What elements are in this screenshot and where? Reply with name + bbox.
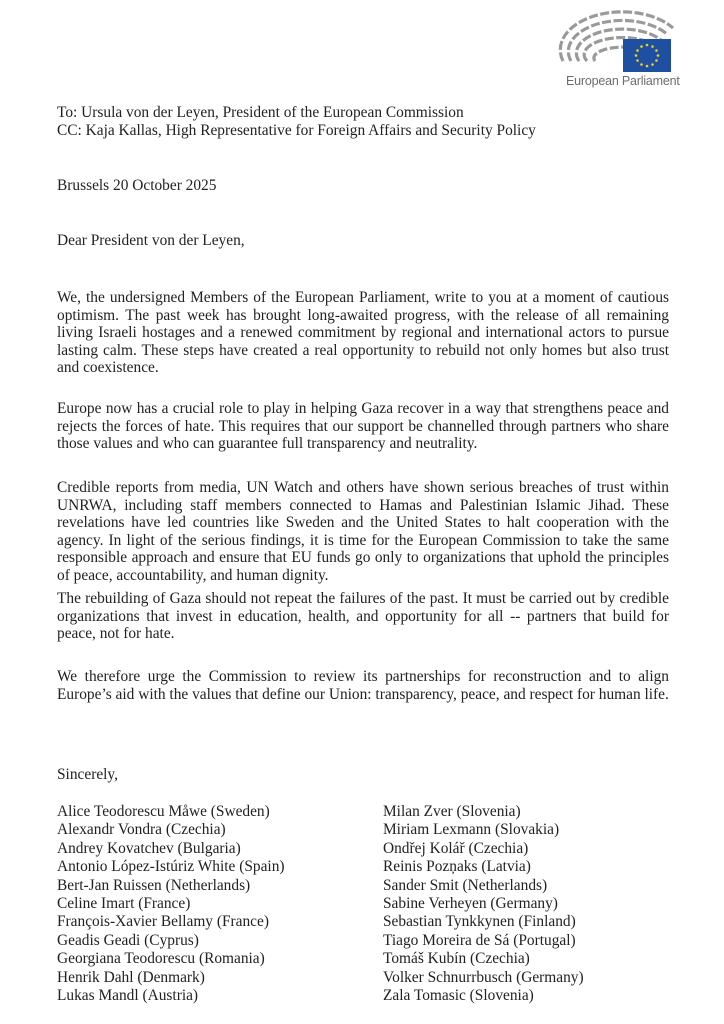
signatory: Alexandr Vondra (Czechia): [57, 821, 226, 839]
body-paragraph: Europe now has a crucial role to play in helping Gaza recover in a way that strengthens peace and rejects the forces of hate. This requires that our support be channelled through partners who share those values and who can guarantee full transparency and neutrality.: [57, 400, 669, 453]
signatory: Zala Tomasic (Slovenia): [383, 987, 534, 1005]
signatory: Sebastian Tynkkynen (Finland): [383, 913, 576, 931]
signatory: Henrik Dahl (Denmark): [57, 968, 205, 986]
address-block: [57, 104, 669, 139]
signatory: Volker Schnurrbusch (Germany): [383, 968, 584, 986]
organization-name: European Parliament: [566, 74, 680, 88]
signatory: François-Xavier Bellamy (France): [57, 913, 269, 931]
signatory: Miriam Lexmann (Slovakia): [383, 821, 560, 839]
recipient-line: To: Ursula von der Leyen, President of the European Commission: [57, 104, 464, 121]
cc-line: CC: Kaja Kallas, High Representative for Foreign Affairs and Security Policy: [57, 121, 536, 139]
body-paragraph: We therefore urge the Commission to review its partnerships for reconstruction and to align Europe’s aid with the values that define our Union: transparency, peace, and respect for human life.: [57, 668, 669, 703]
signatory: Georgiana Teodorescu (Romania): [57, 950, 265, 968]
signatory: Sander Smit (Netherlands): [383, 876, 548, 894]
body-paragraph: The rebuilding of Gaza should not repeat the failures of the past. It must be carried out by credible organizations that invest in education, health, and opportunity for all -- partners that build for peace, not for hate.: [57, 590, 669, 643]
signatory-list-left: [57, 803, 285, 1005]
signatory: Milan Zver (Slovenia): [383, 803, 521, 820]
body-paragraph: Credible reports from media, UN Watch and others have shown serious breaches of trust within UNRWA, including staff members connected to Hamas and Palestinian Islamic Jihad. These revelations have led countries like Sweden and the United States to halt cooperation with the agency. In light of the serious findings, it is time for the European Commission to take the same responsible approach and ensure that EU funds go only to organizations that uphold the principles of peace, accountability, and human dignity.: [57, 479, 669, 584]
body-paragraph: We, the undersigned Members of the European Parliament, write to you at a moment of cautious optimism. The past week has brought long-awaited progress, with the release of all remaining living Israeli hostages and a renewed commitment by regional and international actors to pursue lasting calm. These steps have created a real opportunity to rebuild not only homes but also trust and coexistence.: [57, 289, 669, 377]
signatory: Andrey Kovatchev (Bulgaria): [57, 839, 241, 857]
signatory: Reinis Pozņaks (Latvia): [383, 858, 531, 876]
closing: Sincerely,: [57, 766, 118, 783]
letter-date: Brussels 20 October 2025: [57, 177, 217, 194]
signatory: Lukas Mandl (Austria): [57, 987, 199, 1005]
signatory: Bert-Jan Ruissen (Netherlands): [57, 876, 251, 894]
signatory: Alice Teodorescu Måwe (Sweden): [57, 803, 270, 820]
signatory: Tomáš Kubín (Czechia): [383, 950, 530, 968]
signatory: Geadis Geadi (Cyprus): [57, 931, 199, 949]
salutation: Dear President von der Leyen,: [57, 232, 245, 249]
signatory: Celine Imart (France): [57, 895, 191, 913]
signatory: Tiago Moreira de Sá (Portugal): [383, 931, 576, 949]
signatory-list-right: [383, 803, 584, 1005]
signatory: Antonio López-Istúriz White (Spain): [57, 858, 285, 876]
signatory: Sabine Verheyen (Germany): [383, 895, 558, 913]
signatory: Ondřej Kolář (Czechia): [383, 839, 529, 857]
